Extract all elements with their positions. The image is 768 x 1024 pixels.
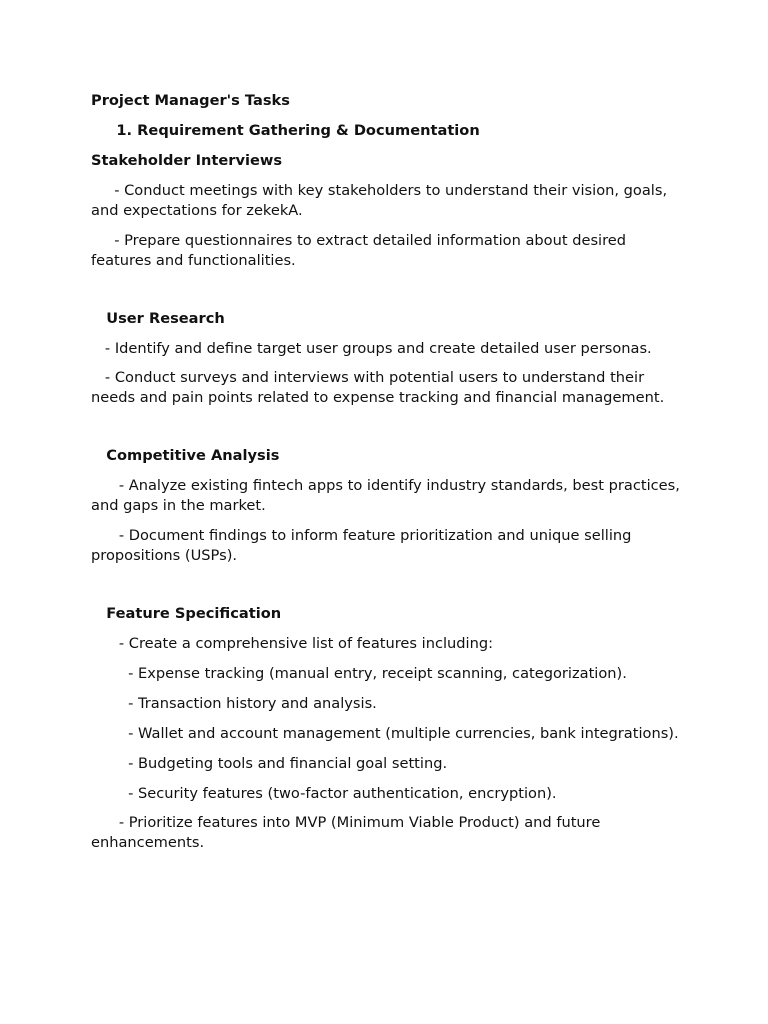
competitive-analysis-heading: Competitive Analysis xyxy=(91,447,280,464)
stakeholder-item: - Conduct meetings with key stakeholders to understand their vision, goals, and expectations for zekekA. xyxy=(91,182,672,219)
stakeholder-item: - Prepare questionnaires to extract detailed information about desired features and functionalities. xyxy=(91,232,631,269)
feature-item: - Create a comprehensive list of features including: xyxy=(91,635,494,652)
user-research-item: - Identify and define target user groups and create detailed user personas. xyxy=(91,340,652,357)
feature-item: - Prioritize features into MVP (Minimum Viable Product) and future enhancements. xyxy=(91,814,605,851)
competitive-item: - Document findings to inform feature prioritization and unique selling propositions (USPs). xyxy=(91,527,637,564)
section-heading: 1. Requirement Gathering & Documentation xyxy=(91,122,480,139)
competitive-item: - Analyze existing fintech apps to identify industry standards, best practices, and gaps in the market. xyxy=(91,477,685,514)
feature-specification-heading: Feature Specification xyxy=(91,605,282,622)
feature-item: - Budgeting tools and financial goal setting. xyxy=(91,755,448,772)
user-research-heading: User Research xyxy=(91,310,225,327)
stakeholder-interviews-heading: Stakeholder Interviews xyxy=(91,152,283,169)
feature-item: - Security features (two-factor authentication, encryption). xyxy=(91,785,557,802)
document-title: Project Manager's Tasks xyxy=(91,92,290,109)
document-page xyxy=(91,91,685,853)
feature-item: - Expense tracking (manual entry, receipt scanning, categorization). xyxy=(91,665,627,682)
feature-item: - Transaction history and analysis. xyxy=(91,695,377,712)
feature-item: - Wallet and account management (multiple currencies, bank integrations). xyxy=(91,725,679,742)
user-research-item: - Conduct surveys and interviews with potential users to understand their needs and pain points related to expense tracking and financial management. xyxy=(91,369,665,406)
